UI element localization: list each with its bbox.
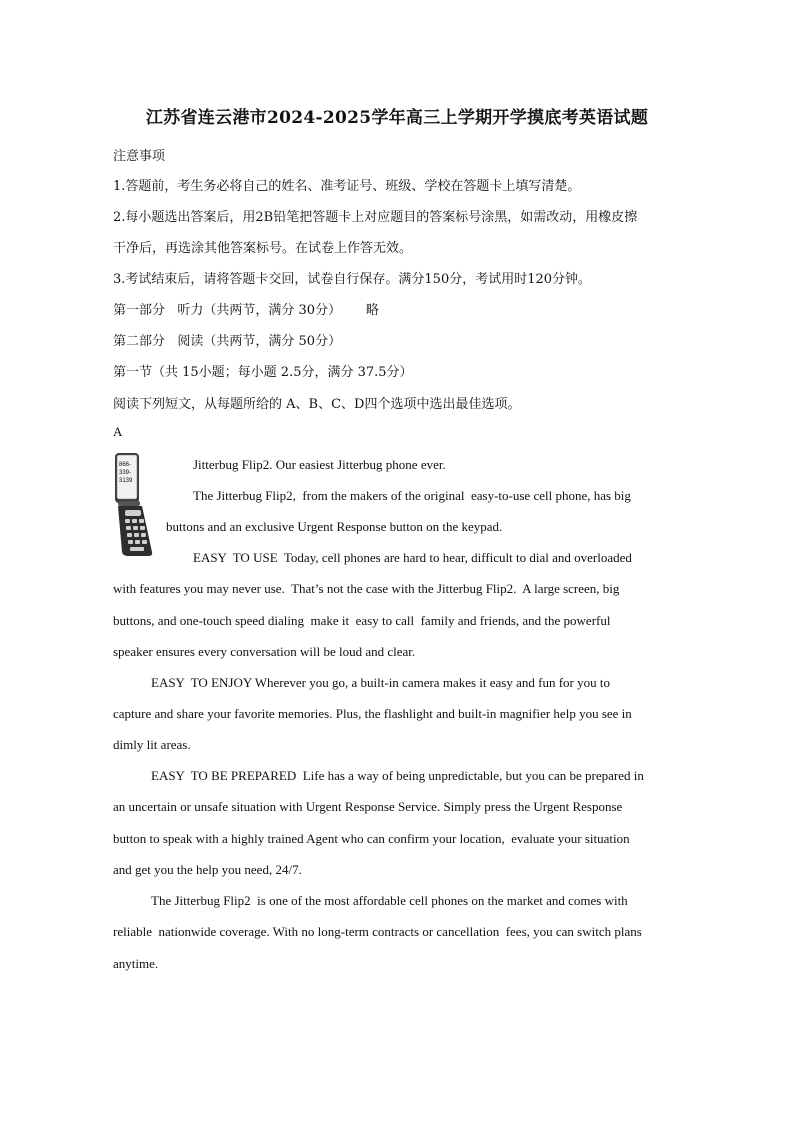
notice-heading: 注意事项 [113,149,166,164]
notice-item-2-line-2: 干净后，再选涂其他答案标号。在试卷上作答无效。 [113,241,413,256]
passage-line-13: button to speak with a highly trained Agent who can confirm your location, evaluate your situation [113,831,630,846]
passage-line-15: The Jitterbug Flip2 is one of the most affordable cell phones on the market and comes with [151,893,628,908]
passage-line-10: dimly lit areas. [113,737,191,752]
passage-line-9: capture and share your favorite memories. Plus, the flashlight and built-in magnifier help you see in [113,706,632,721]
notice-item-3: 3.考试结束后，请将答题卡交回，试卷自行保存。满分150分，考试用时120分钟。 [113,272,592,287]
passage-line-14: and get you the help you need, 24/7. [113,862,302,877]
phone-screen-line-3: 3139 [119,478,133,484]
passage-line-2: The Jitterbug Flip2, from the makers of the original easy-to-use cell phone, has big [193,488,631,503]
flip-phone-image [112,452,158,558]
passage-line-17: anytime. [113,956,159,971]
passage-line-12: an uncertain or unsafe situation with Urgent Response Service. Simply press the Urgent Response [113,799,623,814]
phone-screen-line-2: 339- [119,470,132,476]
passage-line-11: EASY TO BE PREPARED Life has a way of being unpredictable, but you can be prepared in [151,768,644,783]
notice-item-2-line-1: 2.每小题选出答案后，用2B铅笔把答题卡上对应题目的答案标号涂黑，如需改动，用橡皮擦 [113,210,638,225]
passage-label: A [113,424,123,439]
section-1-heading: 第一节（共 15小题；每小题 2.5分，满分 37.5分） [113,365,413,380]
part-2-heading: 第二部分 阅读（共两节，满分 50分） [113,334,342,349]
passage-line-3: buttons and an exclusive Urgent Response button on the keypad. [166,519,503,534]
page-title: 江苏省连云港市2024-2025学年高三上学期开学摸底考英语试题 [145,108,649,128]
reading-instruction: 阅读下列短文，从每题所给的 A、B、C、D四个选项中选出最佳选项。 [113,397,521,412]
part-1-heading: 第一部分 听力（共两节，满分 30分） 略 [113,303,379,318]
passage-line-8: EASY TO ENJOY Wherever you go, a built-in camera makes it easy and fun for you to [151,675,610,690]
passage-line-16: reliable nationwide coverage. With no long-term contracts or cancellation fees, you can switch plans [113,924,642,939]
passage-line-7: speaker ensures every conversation will be loud and clear. [113,644,416,659]
passage-line-6: buttons, and one-touch speed dialing make it easy to call family and friends, and the powerful [113,613,611,628]
passage-line-4: EASY TO USE Today, cell phones are hard to hear, difficult to dial and overloaded [193,550,632,565]
notice-item-1: 1.答题前，考生务必将自己的姓名、准考证号、班级、学校在答题卡上填写清楚。 [113,179,581,194]
phone-screen-line-1: 866- [119,462,132,468]
passage-line-1: Jitterbug Flip2. Our easiest Jitterbug phone ever. [193,457,446,472]
passage-line-5: with features you may never use. That’s not the case with the Jitterbug Flip2. A large screen, big [113,581,620,596]
